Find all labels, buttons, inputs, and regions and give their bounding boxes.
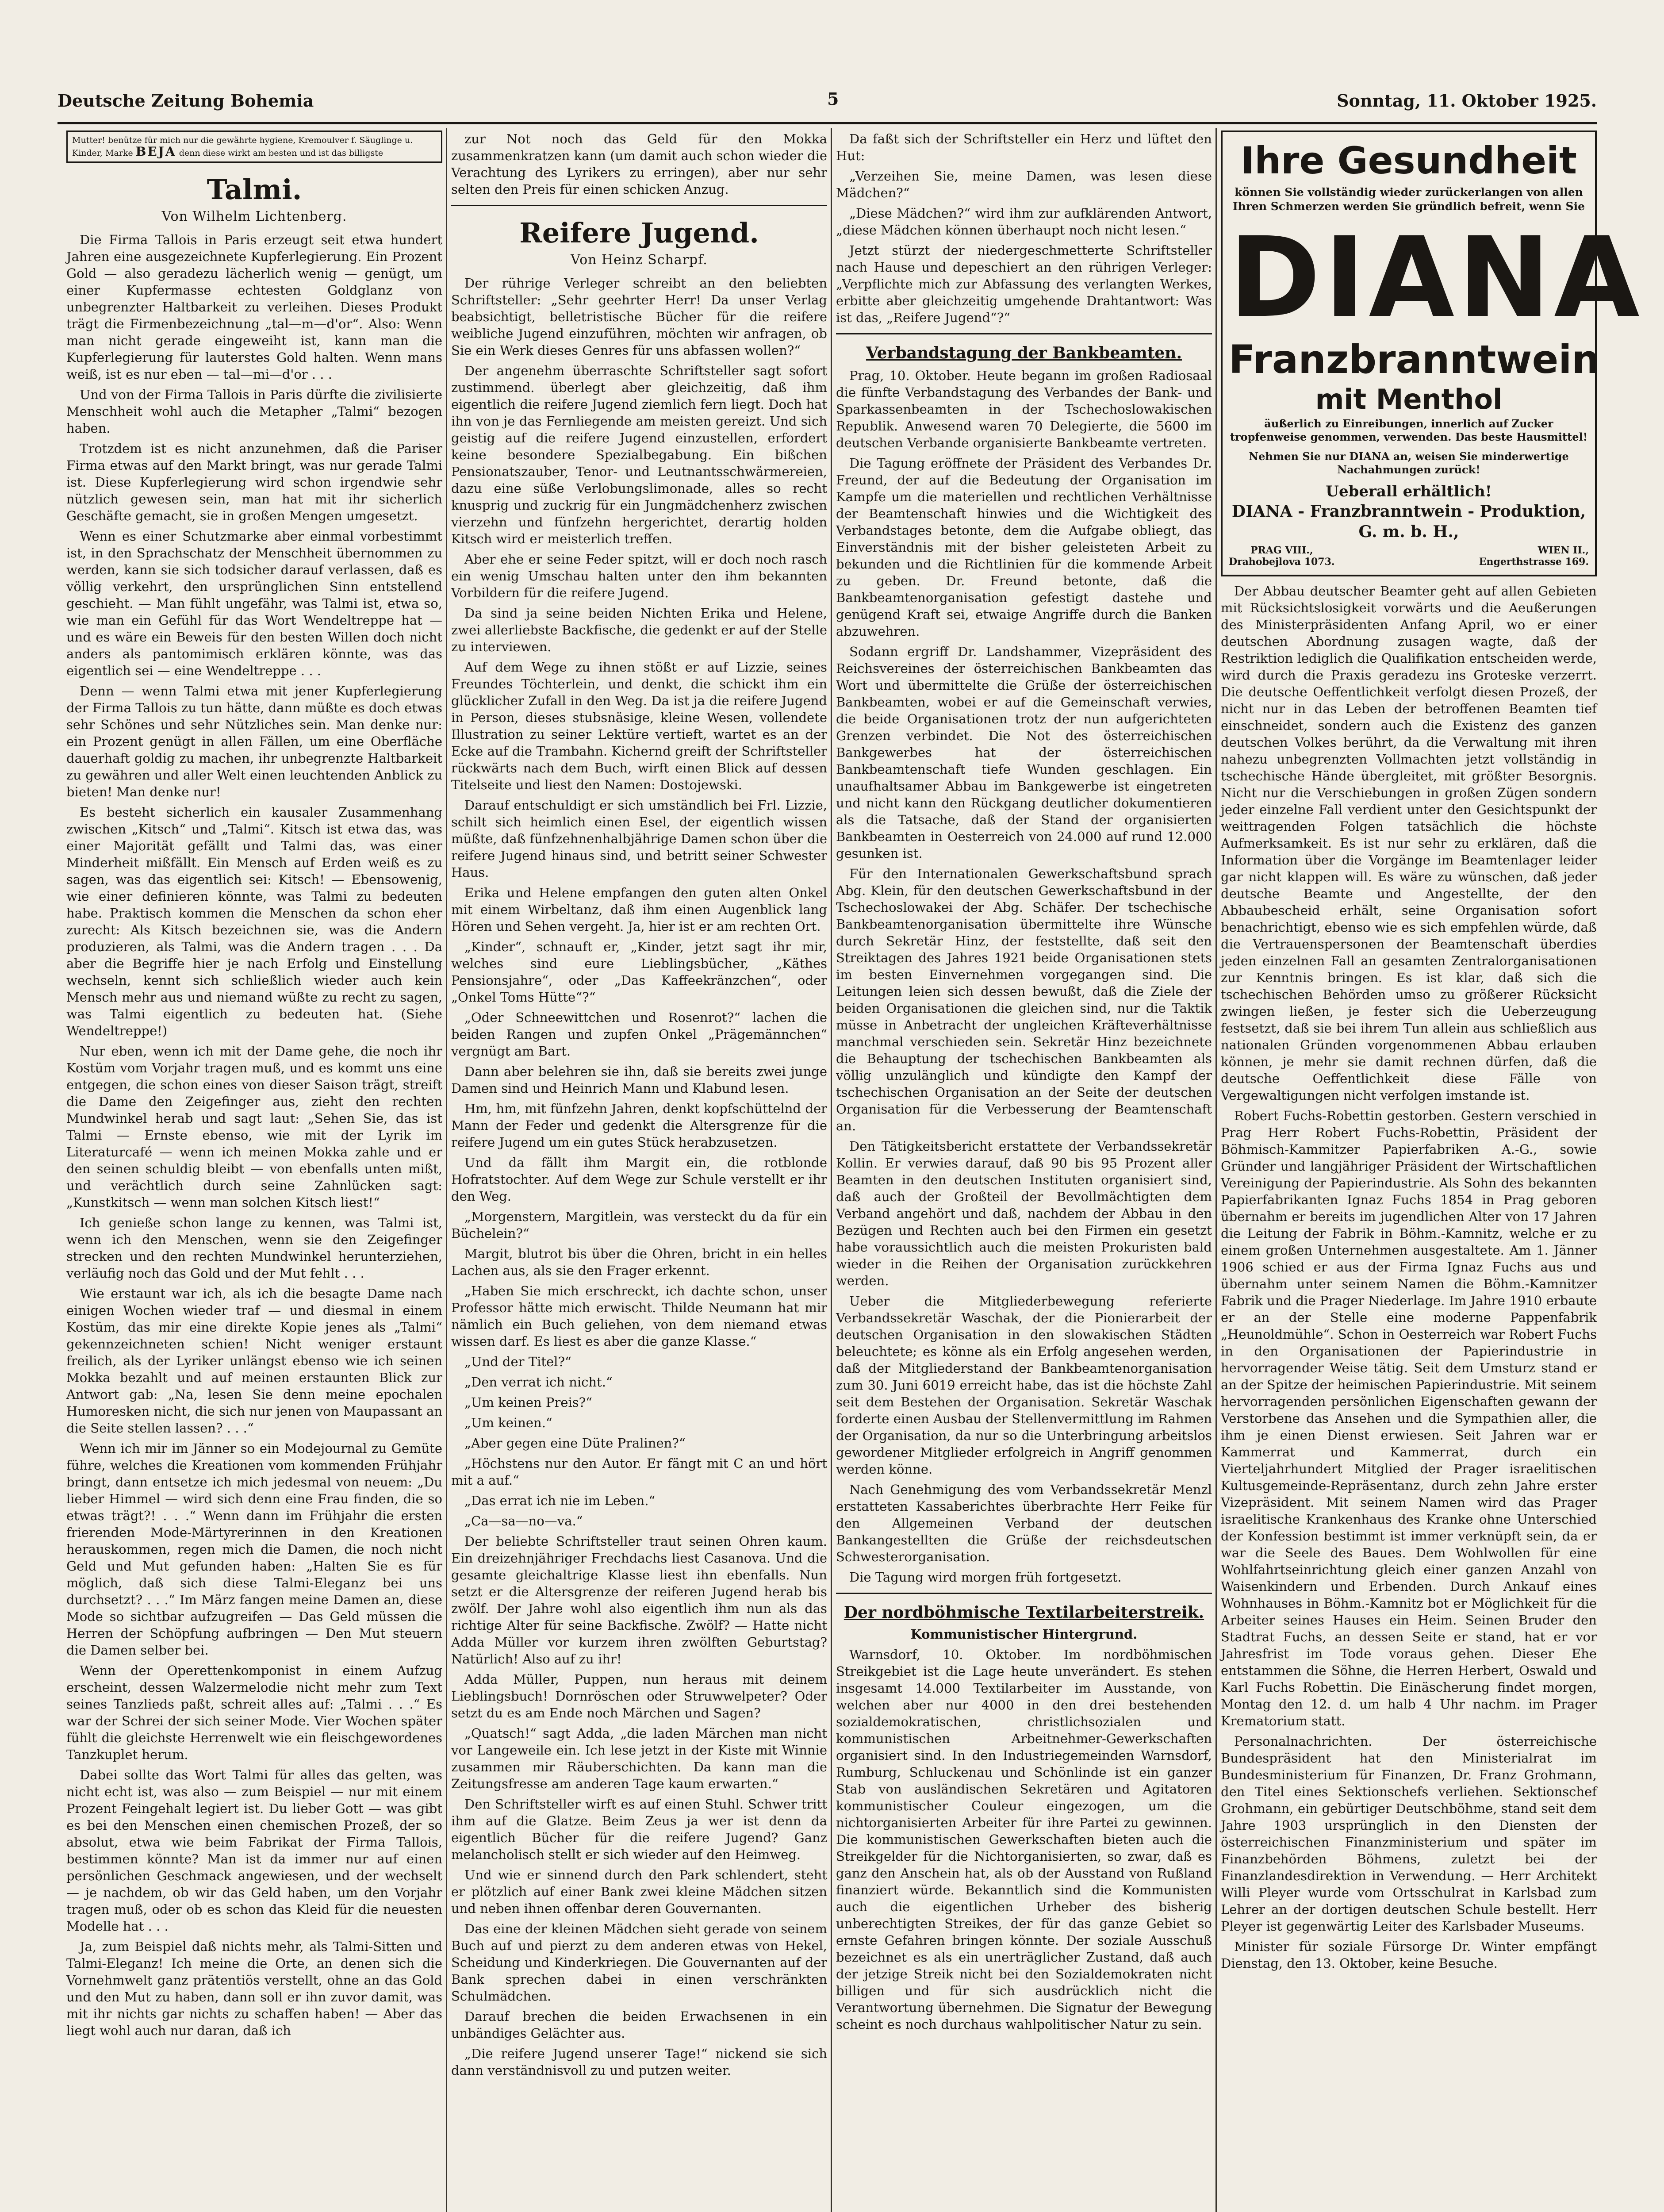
issue-date: Sonntag, 11. Oktober 1925.	[1337, 91, 1597, 111]
article-byline: Von Heinz Scharpf.	[571, 252, 708, 268]
paragraph: Da sind ja seine beiden Nichten Erika und Helene, zwei allerliebste Backfische, die gedenkt er auf der Stelle zu interviewen.	[451, 606, 827, 654]
ad-text: können Sie vollständig wieder zurückerlangen von allen Ihren Schmerzen werden Sie gründlich befreit, wenn Sie	[1232, 186, 1585, 213]
paragraph: Den Schriftsteller wirft es auf einen Stuhl. Schwer tritt ihm auf die Glatze. Beim Zeus ja wer ist denn da eigentlich Bücher für die reifere Jugend? Ganz melancholisch stellt er sich wieder auf den Heimweg.	[451, 1797, 827, 1862]
paragraph: „Diese Mädchen?“ wird ihm zur aufklärenden Antwort, „diese Mädchen können überhaupt noch nicht lesen.“	[836, 206, 1212, 238]
ad-prague: PRAG VIII.,	[1250, 545, 1313, 556]
paragraph: „Aber gegen eine Düte Pralinen?“	[464, 1436, 686, 1451]
header-rule	[58, 122, 1597, 124]
masthead: Deutsche Zeitung Bohemia	[58, 91, 314, 111]
article-body	[451, 275, 827, 2079]
diana-advertisement	[1221, 131, 1643, 576]
paragraph: „Ca—sa—no—va.“	[464, 1513, 583, 1528]
paragraph: Und wie er sinnend durch den Park schlendert, steht er plötzlich auf einer Bank zwei kleine Mädchen sitzen und neben ihnen offenbar deren Gouvernanten.	[451, 1867, 827, 1916]
ad-prague-address: Drahobejlova 1073.	[1229, 556, 1335, 568]
ad-variant: mit Menthol	[1315, 383, 1503, 415]
paragraph: „Haben Sie mich erschreckt, ich dachte schon, unser Professor hätte mich erwischt. Thilde Neumann hat mir nämlich ein Buch geliehen, von dem niemand etwas wissen darf. Es liest es aber die ganze Klasse.“	[451, 1283, 827, 1349]
separator-rule	[836, 333, 1212, 334]
paragraph: Ueber die Mitgliederbewegung referierte Verbandssekretär Waschak, der die Pionierarbeit der deutschen Organisation in den slowakischen Städten beleuchtete; es könne als ein Erfolg angesehen werden, daß der Mitgliederstand der Bankbeamtenorganisation zum 30. Juni 6019 erreicht habe, das ist die höchste Zahl seit dem Bestehen der Organisation. Sekretär Waschak forderte einen Ausbau der Stellenvermittlung im Rahmen der Organisation, da nur so die Unterbringung arbeitslos gewordener Mitglieder erfolgreich in Angriff genommen werden könne.	[836, 1294, 1212, 1477]
paragraph: Wie erstaunt war ich, als ich die besagte Dame nach einigen Wochen wieder traf — und diesmal in einem Kostüm, das mir eine direkte Kopie jenes als „Talmi“ gekennzeichneten schien! Nicht weniger erstaunt freilich, als der Lyriker unlängst ebenso wie ich seinen Mokka bezahlt und auf meinen erstaunten Blick zur Antwort gab: „Na, lesen Sie denn meine epochalen Humoresken nicht, die sich nur jenen von Maupassant an die Seite stellen lassen? . . .“	[66, 1286, 442, 1436]
ad-text: Mutter! benütze für mich nur die gewährte hygiene, Kremoulver f. Säuglinge u. Kinder, Marke	[72, 135, 413, 158]
paragraph: „Um keinen Preis?“	[464, 1395, 592, 1410]
diana-logo: DIANA	[1229, 213, 1643, 342]
paragraph: Adda Müller, Puppen, nun heraus mit deinem Lieblingsbuch! Dornröschen oder Struwwelpeter? Oder setzt du es am Ende noch Märchen und Sagen?	[451, 1672, 827, 1720]
paragraph: Aber ehe er seine Feder spitzt, will er doch noch rasch ein wenig Umschau halten unter den ihm bekannten Vorbildern für die reifere Jugend.	[451, 552, 827, 600]
paragraph: Der beliebte Schriftsteller traut seinen Ohren kaum. Ein dreizehnjähriger Frechdachs liest Casanova. Und die gesamte gleichaltrige Klasse liest ihn ebenfalls. Nun setzt er die Altersgrenze der reiferen Jugend herab bis zwölf. Der Jahre wohl also eigentlich ihm nun als das richtige Alter für seine Backfische. Zwölf? — Hatte nicht Adda Müller vor kurzem ihren zwölften Geburtstag? Natürlich! Also auf zu ihr!	[451, 1534, 827, 1667]
article-continuation	[836, 131, 1212, 326]
paragraph: Die Tagung wird morgen früh fortgesetzt.	[849, 1570, 1122, 1585]
article-title: Reifere Jugend.	[519, 217, 759, 249]
article-byline: Von Wilhelm Lichtenberg.	[161, 209, 347, 224]
paragraph: Darauf entschuldigt er sich umständlich bei Frl. Lizzie, schilt sich heimlich einen Esel, der eigentlich wissen müßte, daß fünfzehnenhalbjährige Damen schon über die reifere Jugend hinaus sind, und betritt seiner Schwester Haus.	[451, 798, 827, 880]
paragraph: „Höchstens nur den Autor. Er fängt mit C an und hört mit a auf.“	[451, 1456, 827, 1488]
column-3	[836, 131, 1212, 2212]
section-subtitle: Kommunistischer Hintergrund.	[910, 1627, 1138, 1642]
paragraph: Der angenehm überraschte Schriftsteller sagt sofort zustimmend. überlegt aber gleichzeitig, daß ihm eigentlich die reifere Jugend ziemlich fern liegt. Doch hat ihn von je das Fernliegende am meisten gereizt. Und sich geistig auf die reifere Jugend einzustellen, erfordert keine besondere Spezialbegabung. Ein bißchen Pensionatszauber, Tenor- und Leutnantsschwärmereien, dazu eine süße Verlobungslimonade, alles so recht knusprig und zuckrig für ein Jungmädchenherz zwischen vierzehn und fünfzehn hergerichtet, derartig holden Kitsch wird er meisterlich treffen.	[451, 363, 827, 546]
paragraph: Dabei sollte das Wort Talmi für alles das gelten, was nicht echt ist, was also — zum Beispiel — nur mit einem Prozent Feingehalt legiert ist. Du lieber Gott — was gibt es bei den Menschen einen chemischen Prozeß, der so absolut, etwa wie beim Fabrikat der Firma Tallois, bestimmen könnte? Man ist da immer nur auf einen persönlichen Geschmack angewiesen, und der wechselt — je nachdem, ob wir das Geld haben, um den Vorjahr tragen muß, oder ob es schon das Kleid für die neuesten Modelle hat . . .	[66, 1767, 442, 1934]
paragraph: Nach Genehmigung des vom Verbandssekretär Menzl erstatteten Kassaberichtes überbrachte Herr Feike für den Allgemeinen Verband der deutschen Bankangestellten die Grüße der reichsdeutschen Schwesterorganisation.	[836, 1482, 1212, 1564]
ad-vienna: WIEN II.,	[1537, 545, 1589, 556]
paragraph: Denn — wenn Talmi etwa mit jener Kupferlegierung der Firma Tallois zu tun hätte, dann müßte es doch etwas sehr Schönes und sehr Nützliches sein. Man denke nur: ein Prozent genügt in allen Fällen, um eine Oberfläche dauerhaft goldig zu machen, ihr unbegrenzte Haltbarkeit zu gewähren und aller Welt einen leuchtenden Anblick zu bieten! Man denke nur!	[66, 684, 442, 799]
ad-usage: äußerlich zu Einreibungen, innerlich auf Zucker tropfenweise genommen, verwenden. Das beste Hausmittel!	[1230, 417, 1588, 443]
separator-rule	[836, 1593, 1212, 1594]
paragraph: „Quatsch!“ sagt Adda, „die laden Märchen man nicht vor Langeweile ein. Ich lese jetzt in der Kiste mit Winnie zusammen mir Räuberschichten. Da kann man die Zeitungsfresse am anderen Tage kaum erwarten.“	[451, 1726, 827, 1791]
page-number: 5	[827, 89, 839, 109]
paragraph: Darauf brechen die beiden Erwachsenen in ein unbändiges Gelächter aus.	[451, 2009, 827, 2041]
ad-addresses	[1229, 545, 1589, 568]
paragraph: Die Tagung eröffnete der Präsident des Verbandes Dr. Freund, der auf die Bedeutung der Organisation im Kampfe um die materiellen und rechtlichen Verhältnisse der Beamtenschaft hinwies und die Wichtigkeit des Verbandstages betonte, dem die Aufgabe obliegt, das Einverständnis mit der bisher geleisteten Arbeit zu bekunden und die Richtlinien für die kommende Arbeit zu geben. Dr. Freund betonte, daß die Bankbeamtenorganisation gefestigt dastehe und genügend Kraft sei, etwaige Angriffe durch die Banken abzuwehren.	[836, 456, 1212, 639]
paragraph: Der Abbau deutscher Beamter geht auf allen Gebieten mit Rücksichtslosigkeit vorwärts und die Aeußerungen des Ministerpräsidenten Anfang April, wo er einer deutschen Abordnung zusagen wagte, daß der Restriktion lediglich die Qualifikation entscheiden werde, wird durch die Praxis geradezu ins Groteske verzerrt. Die deutsche Oeffentlichkeit verfolgt diesen Prozeß, der nicht nur in das Leben der betroffenen Beamten tief einschneidet, sondern auch die Existenz des ganzen deutschen Volkes berührt, da die Verwaltung mit ihren nahezu unbegrenzten Vollmachten jetzt vollständig in tschechische Hände übergleitet, mit größter Besorgnis. Nicht nur die Verschiebungen in großen Zügen sondern jeder einzelne Fall verdient unter den Gesichtspunkt der weittragenden Folgen tatsächlich die höchste Aufmerksamkeit. Es ist nur sehr zu erklären, daß die Information über die Vorgänge im Beamtenlager leider gar nicht klappen will. Es wäre zu wünschen, daß jeder deutsche Beamte und Angestellte, der den Abbaubescheid erhält, seine Organisation sofort benachrichtigt, ebenso wie es sich empfehlen würde, daß die Vertrauenspersonen der Beamtenschaft überdies jeden einzelnen Fall an gesamten Zentralorganisationen zur Kenntnis bringen. Es ist klar, daß sich die tschechischen Behörden umso zu größerer Rücksicht zwingen ließen, je fester sich die Ueberzeugung festsetzt, daß sie bei ihrem Tun allein aus schließlich aus nationalen Gründen vorgenommenen Abbau erlauben können, je mehr sie damit rechnen dürfen, daß die deutsche Oeffentlichkeit diese Fälle von Vergewaltigungen nicht verfolgen imstande ist.	[1221, 584, 1597, 1103]
paragraph: Es besteht sicherlich ein kausaler Zusammenhang zwischen „Kitsch“ und „Talmi“. Kitsch ist etwa das, was einer Majorität gefällt und Talmi das, was einer Minderheit mißfällt. Ein Mensch auf Erden weiß es zu sagen, was das eigentlich sei: Kitsch! — Ebensowenig, wie einer definieren könnte, was Talmi zu bedeuten habe. Praktisch kommen die Menschen da schon eher zurecht: Als Kitsch bezeichnen sie, was die Andern produzieren, als Talmi, was die Andern tragen . . . Da aber die Begriffe hier je nach Erfolg und Einstellung wechseln, kennt sich schließlich wieder auch kein Mensch mehr aus und niemand wüßte zu recht zu sagen, was Talmi eigentlich zu bedeuten hat. (Siehe Wendeltreppe!)	[66, 805, 442, 1038]
paragraph: Die Firma Tallois in Paris erzeugt seit etwa hundert Jahren eine ausgezeichnete Kupferlegierung. Ein Prozent Gold — also geradezu lächerlich wenig — genügt, um einer Kupfermasse echtesten Goldglanz von unbegrenzter Haltbarkeit zu verleihen. Dieses Produkt trägt die Firmenbezeichnung „tal—m—d'or“. Also: Wenn man nicht gerade eingeweiht ist, kann man die Kupferlegierung für lauterstes Gold halten. Wenn mans weiß, ist es nur eben — tal—mi—d'or . . .	[66, 232, 442, 382]
paragraph: Ich genieße schon lange zu kennen, was Talmi ist, wenn ich den Menschen, wenn sie den Zeigefinger strecken und den rechten Mundwinkel herunterziehen, verläufig noch das Gold und der Mut fehlt . . .	[66, 1215, 442, 1281]
paragraph: Und von der Firma Tallois in Paris dürfte die zivilisierte Menschheit wohl auch die Metapher „Talmi“ bezogen haben.	[66, 387, 442, 436]
paragraph: Auf dem Wege zu ihnen stößt er auf Lizzie, seines Freundes Töchterlein, und denkt, die schickt ihm ein glücklicher Zufall in den Weg. Da ist ja die reifere Jugend in Person, dieses stubsnäsige, kleine Wesen, vollendete Illustration zu seiner Lektüre vertieft, wartet es an der Ecke auf die Trambahn. Kichernd greift der Schriftsteller rückwärts nach dem Buch, wirft einen Blick auf dessen Titelseite und liest den Namen: Dostojewski.	[451, 660, 827, 792]
column-1	[66, 131, 442, 2212]
paragraph: „Um keinen.“	[464, 1415, 552, 1430]
paragraph: Personalnachrichten. Der österreichische Bundespräsident hat den Ministerialrat im Bundesministerium für Finanzen, Dr. Franz Grohmann, den Titel eines Sektionschefs verliehen. Sektionschef Grohmann, ein gebürtiger Deutschböhme, stand seit dem Jahre 1903 ursprünglich in den Diensten der österreichischen Finanzministerium und später im Finanzbehörden Böhmens, zuletzt bei der Finanzlandesdirektion in Verwendung. — Herr Architekt Willi Pleyer wurde vom Ortsschulrat in Karlsbad zum Lehrer an der dortigen deutschen Schule bestellt. Herr Pleyer ist gegenwärtig Leiter des Karlsbader Museums.	[1221, 1734, 1597, 1934]
news-items	[1221, 583, 1597, 1972]
paragraph: „Oder Schneewittchen und Rosenrot?“ lachen die beiden Rangen und zupfen Onkel „Prägemännchen“ vergnügt am Bart.	[451, 1010, 827, 1059]
paragraph: „Morgenstern, Margitlein, was versteckt du da für ein Büchelein?“	[451, 1209, 827, 1241]
paragraph: Hm, hm, mit fünfzehn Jahren, denkt kopfschüttelnd der Mann der Feder und gedenkt die Altersgrenze für die reifere Jugend um ein gutes Stück herabzusetzen.	[451, 1101, 827, 1150]
column-divider	[446, 128, 447, 2212]
paragraph: zur Not noch das Geld für den Mokka zusammenkratzen kann (um damit auch schon wieder die Verachtung des Lyrikers zu erringen), aber nur sehr selten den Preis für einen schicken Anzug.	[451, 131, 827, 197]
ad-availability: Ueberall erhältlich!	[1326, 483, 1492, 500]
section-body	[836, 1646, 1212, 2033]
paragraph: Wenn der Operettenkomponist in einem Aufzug erscheint, dessen Walzermelodie nicht mehr zum Text seines Tanzlieds paßt, schreit alles auf: „Talmi . . .“ Es war der Schrei der sich seiner Mode. Vier Wochen später fühlt die gleichste Herrenwelt wie ein fleischgewordenes Tanzkuplet herum.	[66, 1663, 442, 1762]
paragraph: Das eine der kleinen Mädchen sieht gerade von seinem Buch auf und pierzt zu dem anderen etwas von Hekel, Scheidung und Kinderkriegen. Die Gouvernanten auf der Bank sprechen dabei in einen verschränkten Schulmädchen.	[451, 1921, 827, 2004]
paragraph: „Kinder“, schnauft er, „Kinder, jetzt sagt ihr mir, welches sind eure Lieblingsbücher, „Käthes Pensionsjahre“, oder „Das Kaffeekränzchen“, oder „Onkel Toms Hütte“?“	[451, 939, 827, 1005]
paragraph: „Die reifere Jugend unserer Tage!“ nickend sie sich dann verständnisvoll zu und putzen weiter.	[451, 2046, 827, 2078]
article-title: Talmi.	[207, 173, 302, 206]
beja-advertisement	[66, 131, 442, 163]
paragraph: Ja, zum Beispiel daß nichts mehr, als Talmi-Sitten und Talmi-Eleganz! Ich meine die Orte, an denen sich die Vornehmwelt ganz prätentiös verstellt, ohne an das Gold und den Mut zu haben, dann soll er ihn zuvor damit, was mit ihr nichts gar nichts zu schaffen haben! — Aber das liegt wohl auch nur daran, daß ich	[66, 1939, 442, 2038]
paragraph: Der rührige Verleger schreibt an den beliebten Schriftsteller: „Sehr geehrter Herr! Da unser Verlag beabsichtigt, belletristische Bücher für die reifere weibliche Jugend einzuführen, möchten wir anfragen, ob Sie ein Werk dieses Genres für uns abfassen wollen?“	[451, 276, 827, 358]
paragraph: „Das errat ich nie im Leben.“	[464, 1493, 656, 1508]
separator-rule	[451, 205, 827, 206]
paragraph: Den Tätigkeitsbericht erstattete der Verbandssekretär Kollin. Er verwies darauf, daß 90 bis 95 Prozent aller Beamten in den deutschen Instituten organisiert sind, daß auch der Großteil der Bevollmächtigten dem Verband angehört und daß, nachdem der Abbau in den Bezügen und Rechten auch bei den Firmen ein gesetzt habe voraussichtlich auch die meisten Prokuristen bald wieder in die Reihen der Organisation zurückkehren werden.	[836, 1139, 1212, 1288]
ad-vienna-address: Engerthstrasse 169.	[1479, 556, 1589, 568]
column-divider	[1215, 128, 1217, 2212]
paragraph: „Den verrat ich nicht.“	[464, 1375, 613, 1390]
paragraph: Und da fällt ihm Margit ein, die rotblonde Hofratstochter. Auf dem Wege zur Schule verstellt er ihr den Weg.	[451, 1155, 827, 1204]
paragraph: Sodann ergriff Dr. Landshammer, Vizepräsident des Reichsvereines der österreichischen Bankbeamten das Wort und übermittelte die Grüße der österreichischen Bankbeamten, wobei er auf die Gemeinschaft verwies, die beide Organisationen trotz der nun aufgerichteten Grenzen verbindet. Die Not des österreichischen Bankgewerbes hat der österreichischen Bankbeamtenschaft tiefe Wunden geschlagen. Ein unaufhaltsamer Abbau im Bankgewerbe ist eingetreten und nicht kann den Rückgang deutlicher dokumentieren als die Tatsache, daß der Stand der organisierten Bankbeamten in Oesterreich von 24.000 auf rund 12.000 gesunken ist.	[836, 644, 1212, 861]
article-body	[66, 231, 442, 2039]
article-continuation	[451, 131, 827, 198]
ad-warning: Nehmen Sie nur DIANA an, weisen Sie minderwertige Nachahmungen zurück!	[1249, 450, 1569, 476]
column-divider	[831, 128, 832, 2212]
section-title: Verbandstagung der Bankbeamten.	[866, 344, 1182, 362]
paragraph: Wenn ich mir im Jänner so ein Modejournal zu Gemüte führe, welches die Kreationen vom kommenden Frühjahr bringt, dann entsetze ich mich jedesmal von neuem: „Du lieber Himmel — wird sich denn eine Frau finden, die so etwas trägt?! . . .“ Wenn dann im Frühjahr die ersten frierenden Mode-Märtyrerinnen in den Kreationen herauskommen, regen mich die Damen, die noch nicht Geld und Mut gefunden haben: „Halten Sie es für möglich, daß sich diese Talmi-Eleganz bei uns durchsetzt? . . .“ Im März fangen meine Damen an, diese Mode so sichtbar aufzugreifen — Das Geld müssen die Herren der Schöpfung aufbringen — Den Mut steuern die Damen selber bei.	[66, 1441, 442, 1658]
ad-text-2: denn diese wirkt am besten und ist das billigste	[179, 148, 383, 158]
paragraph: Erika und Helene empfangen den guten alten Onkel mit einem Wirbeltanz, daß ihm einen Augenblick lang Hören und Sehen vergeht. Ja, hier ist er am rechten Ort.	[451, 885, 827, 934]
section-body	[836, 367, 1212, 1586]
paragraph: Da faßt sich der Schriftsteller ein Herz und lüftet den Hut:	[836, 131, 1212, 163]
paragraph: Minister für soziale Fürsorge Dr. Winter empfängt Dienstag, den 13. Oktober, keine Besuche.	[1221, 1939, 1597, 1971]
paragraph: Margit, blutrot bis über die Ohren, bricht in ein helles Lachen aus, als sie den Frager erkennt.	[451, 1246, 827, 1278]
paragraph: Robert Fuchs-Robettin gestorben. Gestern verschied in Prag Herr Robert Fuchs-Robettin, Präsident der Böhmisch-Kammitzer Papierfabriken A.-G., sowie Gründer und langjähriger Präsident der Wirtschaftlichen Vereinigung der Papierindustrie. Als Sohn des bekannten Papierfabrikanten Ignaz Fuchs 1854 in Prag geboren übernahm er bereits im jugendlichen Alter von 17 Jahren die Leitung der Fabrik in Böhm.-Kamnitz, welche er zu einem großen Unternehmen ausgestaltete. Am 1. Jänner 1906 schied er aus der Firma Ignaz Fuchs aus und übernahm unter seinem Namen die Böhm.-Kamnitzer Fabrik und die Prager Niederlage. Im Jahre 1910 erbaute er an der Stelle eine moderne Pappenfabrik „Heunoldmühle“. Schon in Oesterreich war Robert Fuchs in den Organisationen der Papierindustrie in hervorragender Weise tätig. Seit dem Umsturz stand er an der Spitze der heimischen Papierindustrie. Mit seinem hervorragenden persönlichen Eigenschaften gewann der Verstorbene das Ansehen und die Sympathien aller, die ihm je einen Dienst erwiesen. Seit Jahren war er Kammerrat und Kammerrat, durch ein Vierteljahrhundert Mitglied der Prager israelitischen Kultusgemeinde-Repräsentanz, durch zehn Jahre erster Vizepräsident. Mit seinem Namen wird das Prager israelitische Krankenhaus des Kranke ohne Unterschied der Konfession bestimmt ist immer verknüpft sein, da er war die Seele des Baues. Dem Wohlwollen für eine Wohlfahrtseinrichtung gleich einer ganzen Anzahl von Waisenkindern und Erbenden. Durch Ankauf eines Wohnhauses in Böhm.-Kamnitz bot er Möglichkeit für die Arbeiter seines Hauses ein Heim. Seinen Bruder den Stadtrat Fuchs, an dessen Seite er stand, hat er vor Jahresfrist im Tode voraus gehen. Dieser Ehe entstammen die Söhne, die Herren Herbert, Oswald und Karl Fuchs Robettin. Die Einäscherung findet morgen, Montag den 12. d. um halb 4 Uhr nachm. im Prager Krematorium statt.	[1221, 1108, 1597, 1728]
paragraph: Wenn es einer Schutzmarke aber einmal vorbestimmt ist, in den Sprachschatz der Menschheit übernommen zu werden, kann sie sich todsicher darauf verlassen, daß es völlig verkehrt, den ursprünglichen Sinn entstellend geschieht. — Man fühlt ungefähr, was Talmi ist, etwa so, wie man ein Gefühl für das Wort Wendeltreppe hat — und es wäre ein Beweis für den besten Willen doch nicht anders als pantomimisch erklären könnte, was das eigentlich sei — eine Wendeltreppe . . .	[66, 529, 442, 678]
ad-brand: BEJA	[135, 144, 176, 159]
column-4	[1221, 131, 1643, 2212]
paragraph: „Verzeihen Sie, meine Damen, was lesen diese Mädchen?“	[836, 169, 1212, 200]
paragraph: Jetzt stürzt der niedergeschmetterte Schriftsteller nach Hause und depeschiert an den rührigen Verleger: „Verpflichte mich zur Abfassung des verlangten Werkes, erbitte aber gleichzeitig umgehende Drahtantwort: Was ist das, „Reifere Jugend“?“	[836, 243, 1212, 325]
section-title: Der nordböhmische Textilarbeiterstreik.	[844, 1603, 1204, 1622]
column-2	[451, 131, 827, 2212]
page-header	[58, 86, 1597, 117]
paragraph: „Und der Titel?“	[464, 1354, 571, 1369]
ad-firm: DIANA - Franzbranntwein - Produktion, G. m. b. H.,	[1231, 502, 1586, 541]
ad-headline: Ihre Gesundheit	[1240, 139, 1577, 182]
paragraph: Dann aber belehren sie ihn, daß sie bereits zwei junge Damen sind und Heinrich Mann und Klabund lesen.	[451, 1064, 827, 1096]
paragraph: Nur eben, wenn ich mit der Dame gehe, die noch ihr Kostüm vom Vorjahr tragen muß, und es kommt uns eine entgegen, die schon eines von dieser Saison trägt, streift die Dame den Zeigefinger aus, zieht den rechten Mundwinkel herab und sagt laut: „Sehen Sie, das ist Talmi — Ernste ebenso, wie mit der Lyrik im Literaturcafé — wenn ich meinen Mokka zahle und er den seinen schuldig bleibt — von ebenfalls unten mißt, und verächtlich durch seine Zahnlücken sagt: „Kunstkitsch — wenn man solchen Kitsch liest!“	[66, 1044, 442, 1210]
paragraph: Trotzdem ist es nicht anzunehmen, daß die Pariser Firma etwas auf den Markt bringt, was nur gerade Talmi ist. Diese Kupferlegierung wird schon irgendwie sehr nützlich gewesen sein, man hat mit ihr sicherlich Geschäfte gemacht, sie in großen Mengen umgesetzt.	[66, 441, 442, 523]
paragraph: Prag, 10. Oktober. Heute begann im großen Radiosaal die fünfte Verbandstagung des Verbandes der Bank- und Sparkassenbeamten in der Tschechoslowakischen Republik. Anwesend waren 70 Delegierte, die 5600 im deutschen Verbande organisierte Bankbeamte vertreten.	[836, 368, 1212, 450]
paragraph: Für den Internationalen Gewerkschaftsbund sprach Abg. Klein, für den deutschen Gewerkschaftsbund in der Tschechoslowakei der Abg. Schäfer. Der tschechische Bankbeamtenorganisation übermittelte ihre Wünsche durch Sekretär Hinz, der feststellte, daß seit den Streiktagen des Jahres 1921 beide Organisationen stets im besten Einvernehmen vorgegangen sind. Die Leitungen leien sich dessen bewußt, daß die Ziele der beiden Organisationen die gleichen sind, nur die Taktik müsse in Anbetracht der ungleichen Kräfteverhältnisse manchmal verschieden sein. Sekretär Hinz bezeichnete die Behauptung der tschechischen Bankbeamten als völlig unzulänglich und kündigte den Kampf der tschechischen Organisation an der Seite der deutschen Organisation für die Verbesserung der Beamtenschaft an.	[836, 866, 1212, 1133]
ad-product: Franzbranntwein	[1229, 337, 1600, 382]
paragraph: Warnsdorf, 10. Oktober. Im nordböhmischen Streikgebiet ist die Lage heute unverändert. Es stehen insgesamt 14.000 Textilarbeiter im Ausstande, von welchen aber nur 4000 in den drei bestehenden sozialdemokratischen, christlichsozialen und kommunistischen Arbeitnehmer-Gewerkschaften organisiert sind. In den Industriegemeinden Warnsdorf, Rumburg, Schluckenau und Schönlinde ist ein ganzer Stab von ausländischen Sekretären und Agitatoren kommunistischer Couleur eingezogen, um die nichtorganisierten Arbeiter für ihre Partei zu gewinnen. Die kommunistischen Gewerkschaften bieten auch die Streikgelder für die Nichtorganisierten, so zwar, daß es ganz den Anschein hat, als ob der Ausstand von Rußland finanziert würde. Bekanntlich sind die Kommunisten auch die eigentlichen Urheber des bisherig unberechtigten Streikes, der für das ganze Gebiet so ernste Gefahren bringen könnte. Der soziale Ausschuß bezeichnet es als ein unerträglicher Zustand, daß auch der jetzige Streik nicht bei den Sozialdemokraten nicht billigen und für sich ausdrücklich nicht die Verantwortung übernehmen. Die Signatur der Bewegung scheint es noch durchaus wahlpolitischer Natur zu sein.	[836, 1647, 1212, 2032]
